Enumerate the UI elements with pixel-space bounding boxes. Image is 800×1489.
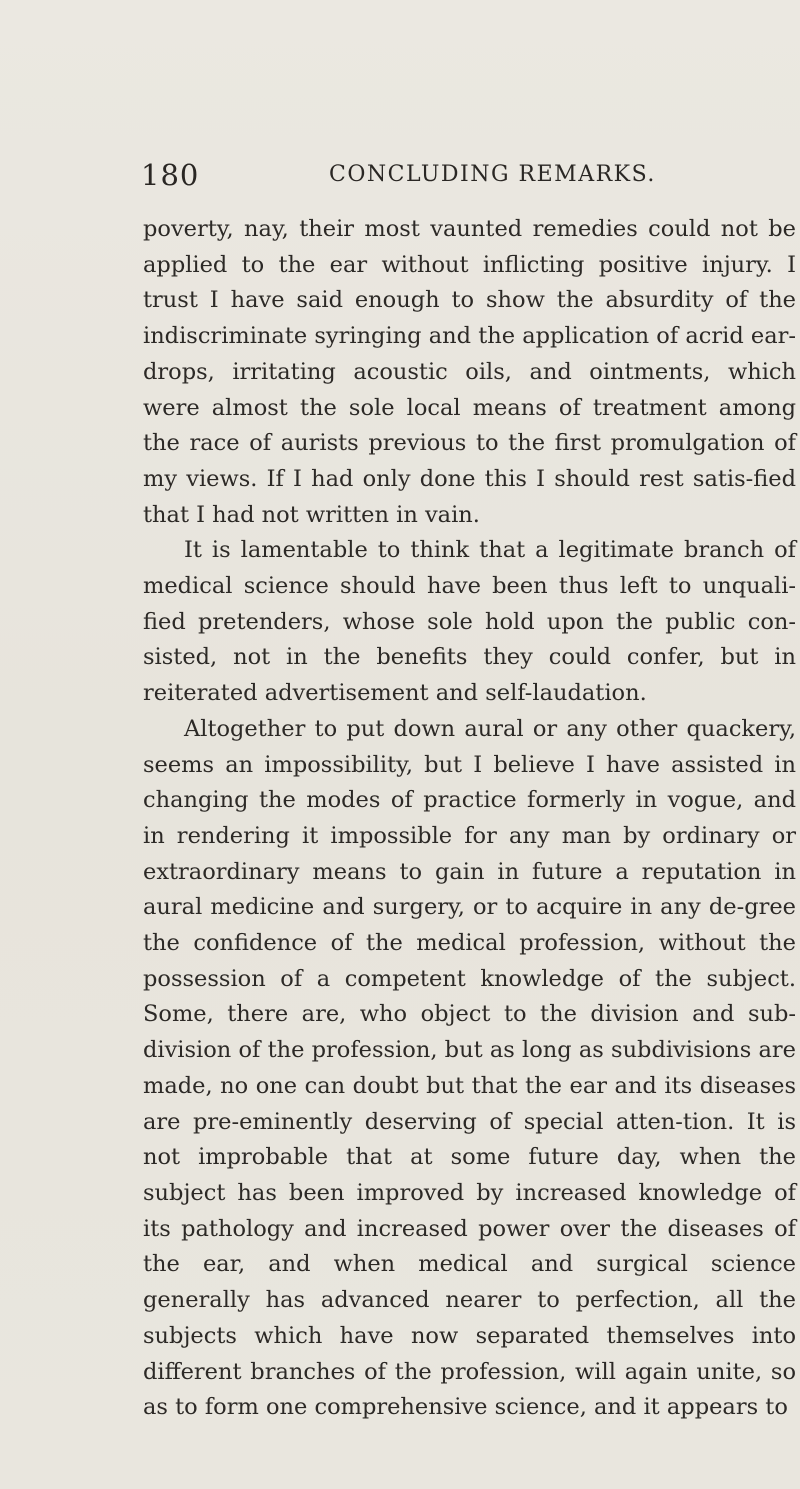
page-number: 180 <box>141 158 200 192</box>
paragraph: It is lamentable to think that a legitimate branch of medical science should have been thus left to unquali-fied pretenders, whose sole hold upon the public con-sisted, not in the benefits they could confer, but in reiterated advertisement and self-laudation. <box>143 537 796 707</box>
running-head: CONCLUDING REMARKS. <box>329 162 656 187</box>
page-header <box>141 158 781 194</box>
paragraph: poverty, nay, their most vaunted remedies could not be applied to the ear without inflicting positive injury. I trust I have said enough to show the absurdity of the indiscriminate syringing and the application of acrid ear-drops, irritating acoustic oils, and ointments, which were almost the sole local means of treatment among the race of aurists previous to the first promulgation of my views. If I had only done this I should rest satis-fied that I had not written in vain. <box>143 216 796 528</box>
paragraph: Altogether to put down aural or any other quackery, seems an impossibility, but I believe I have assisted in changing the modes of practice formerly in vogue, and in rendering it impossible for any man by ordinary or extraordinary means to gain in future a reputation in aural medicine and surgery, or to acquire in any de-gree the confidence of the medical profession, without the possession of a competent knowledge of the subject. Some, there are, who object to the division and sub-division of the profession, but as long as subdivisions are made, no one can doubt but that the ear and its diseases are pre-eminently deserving of special atten-tion. It is not improbable that at some future day, when the subject has been improved by increased knowledge of its pathology and increased power over the diseases of the ear, and when medical and surgical science generally has advanced nearer to perfection, all the subjects which have now separated themselves into different branches of the profession, will again unite, so as to form one comprehensive science, and it appears to <box>143 715 796 1421</box>
body-text <box>143 212 796 1426</box>
